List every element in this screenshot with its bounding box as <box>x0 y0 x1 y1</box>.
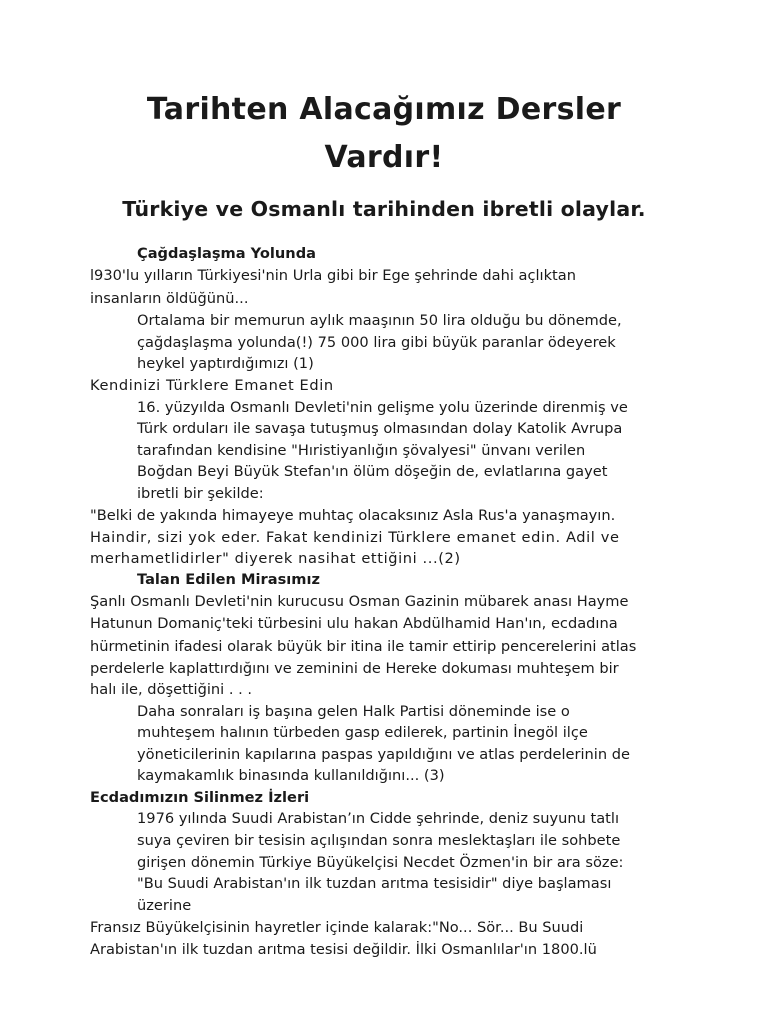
paragraph-line: 16. yüzyılda Osmanlı Devleti'nin gelişme yolu üzerinde direnmiş ve <box>137 399 628 416</box>
paragraph-line: çağdaşlaşma yolunda(!) 75 000 lira gibi büyük paranlar ödeyerek <box>137 334 616 351</box>
paragraph-line: Ortalama bir memurun aylık maaşının 50 lira olduğu bu dönemde, <box>137 312 622 329</box>
page-title <box>0 86 768 182</box>
paragraph-line: yöneticilerinin kapılarına paspas yapıldığını ve atlas perdelerinin de <box>137 746 630 763</box>
paragraph-line: Daha sonraları iş başına gelen Halk Partisi döneminde ise o <box>137 703 570 720</box>
title-line-1: Tarihten Alacağımız Dersler <box>146 92 622 127</box>
paragraph-line: merhametlidirler" diyerek nasihat ettiğini ...(2) <box>90 550 461 567</box>
paragraph-line: suya çeviren bir tesisin açılışından sonra meslektaşları ile sohbete <box>137 832 621 849</box>
section-heading: Talan Edilen Mirasımız <box>137 571 320 588</box>
paragraph-line: girişen dönemin Türkiye Büyükelçisi Necdet Özmen'in bir ara söze: <box>137 854 624 871</box>
paragraph-line: insanların öldüğünü... <box>90 290 249 307</box>
section-heading: Çağdaşlaşma Yolunda <box>137 245 316 262</box>
paragraph-line: Fransız Büyükelçisinin hayretler içinde kalarak:"No... Sör... Bu Suudi <box>90 919 584 936</box>
paragraph-line: Haindir, sizi yok eder. Fakat kendinizi Türklere emanet edin. Adil ve <box>90 529 620 546</box>
paragraph-line: l930'lu yılların Türkiyesi'nin Urla gibi bir Ege şehrinde dahi açlıktan <box>90 267 576 284</box>
paragraph-line: tarafından kendisine "Hıristiyanlığın şövalyesi" ünvanı verilen <box>137 442 586 459</box>
paragraph-line: muhteşem halının türbeden gasp edilerek, partinin İnegöl ilçe <box>137 724 588 741</box>
paragraph-line: Boğdan Beyi Büyük Stefan'ın ölüm döşeğin de, evlatlarına gayet <box>137 463 608 480</box>
paragraph-line: perdelerle kaplattırdığını ve zeminini de Hereke dokuması muhteşem bir <box>90 660 619 677</box>
paragraph-line: "Belki de yakında himayeye muhtaç olacaksınız Asla Rus'a yanaşmayın. <box>90 507 616 524</box>
title-line-2: Vardır! <box>324 140 444 175</box>
paragraph-line: halı ile, döşettiğini . . . <box>90 681 253 698</box>
paragraph-line: üzerine <box>137 897 192 914</box>
paragraph-line: 1976 yılında Suudi Arabistan’ın Cidde şehrinde, deniz suyunu tatlı <box>137 810 619 827</box>
paragraph-line: hürmetinin ifadesi olarak büyük bir itina ile tamir ettirip pencerelerini atlas <box>90 638 637 655</box>
section-heading: Kendinizi Türklere Emanet Edin <box>90 377 334 394</box>
paragraph-line: Hatunun Domaniç'teki türbesini ulu hakan Abdülhamid Han'ın, ecdadına <box>90 615 618 632</box>
paragraph-line: Arabistan'ın ilk tuzdan arıtma tesisi değildir. İlki Osmanlılar'ın 1800.lü <box>90 941 597 958</box>
paragraph-line: heykel yaptırdığımızı (1) <box>137 355 314 372</box>
paragraph-line: Şanlı Osmanlı Devleti'nin kurucusu Osman Gazinin mübarek anası Hayme <box>90 593 629 610</box>
paragraph-line: kaymakamlık binasında kullanıldığını... (3) <box>137 767 445 784</box>
paragraph-line: ibretli bir şekilde: <box>137 485 264 502</box>
page-subtitle: Türkiye ve Osmanlı tarihinden ibretli olaylar. <box>122 197 646 221</box>
paragraph-line: Türk orduları ile savaşa tutuşmuş olmasından dolay Katolik Avrupa <box>137 420 623 437</box>
paragraph-line: "Bu Suudi Arabistan'ın ilk tuzdan arıtma tesisidir" diye başlaması <box>137 875 612 892</box>
section-heading: Ecdadımızın Silinmez İzleri <box>90 789 310 806</box>
